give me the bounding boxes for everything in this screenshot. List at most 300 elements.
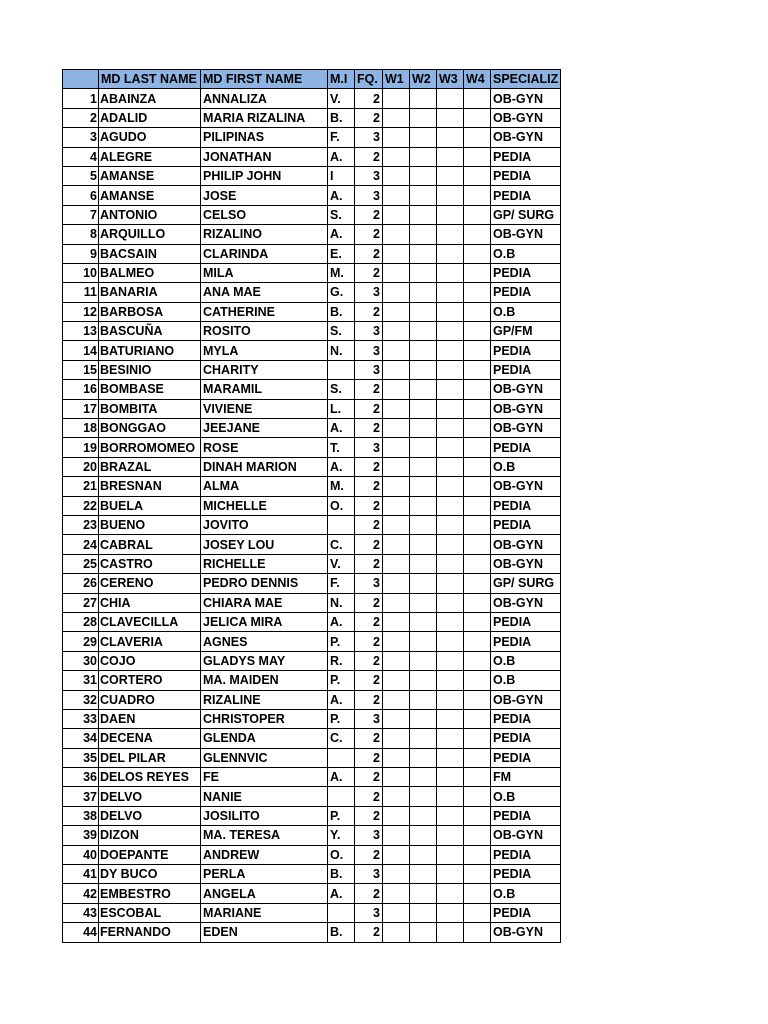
row-number: 23: [63, 515, 99, 534]
specialization-cell: PEDIA: [491, 612, 561, 631]
week-2-cell: [410, 923, 437, 942]
week-2-cell: [410, 302, 437, 321]
last-name-cell: BORROMOMEO: [99, 438, 201, 457]
table-row: [63, 477, 561, 496]
last-name-cell: BONGGAO: [99, 419, 201, 438]
week-1-cell: [383, 186, 410, 205]
row-number: 39: [63, 826, 99, 845]
table-body: [63, 89, 561, 942]
week-4-cell: [464, 632, 491, 651]
row-number: 33: [63, 709, 99, 728]
week-2-cell: [410, 263, 437, 282]
header-number: [63, 70, 99, 89]
row-number: 15: [63, 360, 99, 379]
week-3-cell: [437, 845, 464, 864]
header-week-1: W1: [383, 70, 410, 89]
week-3-cell: [437, 477, 464, 496]
row-number: 8: [63, 225, 99, 244]
first-name-cell: MARAMIL: [201, 380, 328, 399]
specialization-cell: GP/ SURG: [491, 574, 561, 593]
week-1-cell: [383, 263, 410, 282]
frequency-cell: 2: [355, 244, 383, 263]
table-row: [63, 263, 561, 282]
row-number: 38: [63, 806, 99, 825]
specialization-cell: O.B: [491, 884, 561, 903]
week-3-cell: [437, 380, 464, 399]
week-3-cell: [437, 612, 464, 631]
middle-initial-cell: B.: [328, 923, 355, 942]
frequency-cell: 2: [355, 108, 383, 127]
week-4-cell: [464, 438, 491, 457]
last-name-cell: BRAZAL: [99, 457, 201, 476]
row-number: 18: [63, 419, 99, 438]
middle-initial-cell: N.: [328, 341, 355, 360]
week-4-cell: [464, 341, 491, 360]
week-3-cell: [437, 419, 464, 438]
week-3-cell: [437, 903, 464, 922]
first-name-cell: CHIARA MAE: [201, 593, 328, 612]
week-2-cell: [410, 671, 437, 690]
specialization-cell: PEDIA: [491, 166, 561, 185]
table-row: [63, 341, 561, 360]
specialization-cell: O.B: [491, 457, 561, 476]
row-number: 32: [63, 690, 99, 709]
frequency-cell: 2: [355, 806, 383, 825]
table-row: [63, 787, 561, 806]
week-1-cell: [383, 438, 410, 457]
frequency-cell: 3: [355, 903, 383, 922]
week-3-cell: [437, 244, 464, 263]
week-2-cell: [410, 768, 437, 787]
table-row: [63, 205, 561, 224]
week-2-cell: [410, 360, 437, 379]
first-name-cell: ANGELA: [201, 884, 328, 903]
specialization-cell: OB-GYN: [491, 593, 561, 612]
week-4-cell: [464, 709, 491, 728]
frequency-cell: 2: [355, 89, 383, 108]
table-row: [63, 865, 561, 884]
week-3-cell: [437, 787, 464, 806]
week-4-cell: [464, 419, 491, 438]
week-2-cell: [410, 419, 437, 438]
table-row: [63, 438, 561, 457]
week-3-cell: [437, 322, 464, 341]
first-name-cell: ANDREW: [201, 845, 328, 864]
specialization-cell: O.B: [491, 244, 561, 263]
last-name-cell: BOMBITA: [99, 399, 201, 418]
header-row: [63, 70, 561, 89]
frequency-cell: 2: [355, 748, 383, 767]
row-number: 34: [63, 729, 99, 748]
week-1-cell: [383, 147, 410, 166]
middle-initial-cell: A.: [328, 419, 355, 438]
week-1-cell: [383, 865, 410, 884]
week-4-cell: [464, 884, 491, 903]
last-name-cell: ABAINZA: [99, 89, 201, 108]
week-4-cell: [464, 205, 491, 224]
table-row: [63, 748, 561, 767]
first-name-cell: GLENDA: [201, 729, 328, 748]
table-row: [63, 535, 561, 554]
row-number: 13: [63, 322, 99, 341]
first-name-cell: MARIANE: [201, 903, 328, 922]
week-2-cell: [410, 612, 437, 631]
frequency-cell: 2: [355, 729, 383, 748]
first-name-cell: EDEN: [201, 923, 328, 942]
frequency-cell: 2: [355, 651, 383, 670]
week-2-cell: [410, 515, 437, 534]
middle-initial-cell: A.: [328, 884, 355, 903]
row-number: 41: [63, 865, 99, 884]
last-name-cell: BACSAIN: [99, 244, 201, 263]
table-row: [63, 845, 561, 864]
week-2-cell: [410, 729, 437, 748]
frequency-cell: 2: [355, 884, 383, 903]
middle-initial-cell: P.: [328, 632, 355, 651]
specialization-cell: OB-GYN: [491, 419, 561, 438]
row-number: 16: [63, 380, 99, 399]
row-number: 36: [63, 768, 99, 787]
week-1-cell: [383, 806, 410, 825]
specialization-cell: GP/FM: [491, 322, 561, 341]
specialization-cell: OB-GYN: [491, 399, 561, 418]
first-name-cell: VIVIENE: [201, 399, 328, 418]
row-number: 4: [63, 147, 99, 166]
week-2-cell: [410, 554, 437, 573]
frequency-cell: 3: [355, 438, 383, 457]
week-2-cell: [410, 399, 437, 418]
frequency-cell: 2: [355, 496, 383, 515]
week-3-cell: [437, 225, 464, 244]
table-row: [63, 651, 561, 670]
week-2-cell: [410, 709, 437, 728]
week-4-cell: [464, 128, 491, 147]
week-1-cell: [383, 205, 410, 224]
week-1-cell: [383, 283, 410, 302]
middle-initial-cell: [328, 360, 355, 379]
specialization-cell: PEDIA: [491, 360, 561, 379]
week-2-cell: [410, 574, 437, 593]
frequency-cell: 2: [355, 612, 383, 631]
week-2-cell: [410, 341, 437, 360]
first-name-cell: FE: [201, 768, 328, 787]
table-row: [63, 496, 561, 515]
week-3-cell: [437, 399, 464, 418]
specialization-cell: FM: [491, 768, 561, 787]
week-3-cell: [437, 729, 464, 748]
specialization-cell: PEDIA: [491, 515, 561, 534]
week-1-cell: [383, 826, 410, 845]
week-2-cell: [410, 865, 437, 884]
week-1-cell: [383, 128, 410, 147]
frequency-cell: 2: [355, 535, 383, 554]
last-name-cell: DELVO: [99, 787, 201, 806]
last-name-cell: DY BUCO: [99, 865, 201, 884]
week-3-cell: [437, 128, 464, 147]
middle-initial-cell: F.: [328, 128, 355, 147]
frequency-cell: 2: [355, 457, 383, 476]
week-4-cell: [464, 322, 491, 341]
frequency-cell: 2: [355, 263, 383, 282]
specialization-cell: OB-GYN: [491, 535, 561, 554]
row-number: 21: [63, 477, 99, 496]
week-3-cell: [437, 806, 464, 825]
frequency-cell: 2: [355, 554, 383, 573]
week-3-cell: [437, 457, 464, 476]
specialization-cell: GP/ SURG: [491, 205, 561, 224]
middle-initial-cell: B.: [328, 865, 355, 884]
last-name-cell: ARQUILLO: [99, 225, 201, 244]
week-1-cell: [383, 244, 410, 263]
first-name-cell: MICHELLE: [201, 496, 328, 515]
week-2-cell: [410, 205, 437, 224]
week-3-cell: [437, 263, 464, 282]
header-middle-initial: M.I: [328, 70, 355, 89]
frequency-cell: 2: [355, 302, 383, 321]
table-row: [63, 690, 561, 709]
week-3-cell: [437, 341, 464, 360]
last-name-cell: BESINIO: [99, 360, 201, 379]
first-name-cell: MARIA RIZALINA: [201, 108, 328, 127]
first-name-cell: CELSO: [201, 205, 328, 224]
last-name-cell: BUELA: [99, 496, 201, 515]
specialization-cell: PEDIA: [491, 709, 561, 728]
week-3-cell: [437, 283, 464, 302]
row-number: 27: [63, 593, 99, 612]
specialization-cell: PEDIA: [491, 729, 561, 748]
week-4-cell: [464, 147, 491, 166]
middle-initial-cell: M.: [328, 477, 355, 496]
week-4-cell: [464, 535, 491, 554]
first-name-cell: CATHERINE: [201, 302, 328, 321]
specialization-cell: PEDIA: [491, 186, 561, 205]
row-number: 3: [63, 128, 99, 147]
middle-initial-cell: E.: [328, 244, 355, 263]
specialization-cell: OB-GYN: [491, 225, 561, 244]
specialization-cell: OB-GYN: [491, 380, 561, 399]
week-3-cell: [437, 574, 464, 593]
table-row: [63, 554, 561, 573]
week-2-cell: [410, 147, 437, 166]
week-3-cell: [437, 515, 464, 534]
week-2-cell: [410, 632, 437, 651]
week-4-cell: [464, 166, 491, 185]
week-4-cell: [464, 457, 491, 476]
table-row: [63, 128, 561, 147]
specialization-cell: O.B: [491, 302, 561, 321]
middle-initial-cell: A.: [328, 690, 355, 709]
week-3-cell: [437, 89, 464, 108]
row-number: 37: [63, 787, 99, 806]
middle-initial-cell: P.: [328, 806, 355, 825]
week-1-cell: [383, 729, 410, 748]
first-name-cell: PILIPINAS: [201, 128, 328, 147]
last-name-cell: ADALID: [99, 108, 201, 127]
specialization-cell: PEDIA: [491, 806, 561, 825]
first-name-cell: JOSILITO: [201, 806, 328, 825]
specialization-cell: OB-GYN: [491, 128, 561, 147]
first-name-cell: CLARINDA: [201, 244, 328, 263]
middle-initial-cell: A.: [328, 768, 355, 787]
table-row: [63, 923, 561, 942]
week-3-cell: [437, 535, 464, 554]
specialization-cell: OB-GYN: [491, 89, 561, 108]
week-3-cell: [437, 884, 464, 903]
table-row: [63, 399, 561, 418]
week-4-cell: [464, 671, 491, 690]
row-number: 11: [63, 283, 99, 302]
last-name-cell: BATURIANO: [99, 341, 201, 360]
middle-initial-cell: [328, 903, 355, 922]
week-3-cell: [437, 496, 464, 515]
specialization-cell: PEDIA: [491, 496, 561, 515]
last-name-cell: COJO: [99, 651, 201, 670]
week-4-cell: [464, 186, 491, 205]
middle-initial-cell: T.: [328, 438, 355, 457]
row-number: 17: [63, 399, 99, 418]
table-row: [63, 283, 561, 302]
last-name-cell: AMANSE: [99, 186, 201, 205]
week-2-cell: [410, 845, 437, 864]
last-name-cell: FERNANDO: [99, 923, 201, 942]
week-4-cell: [464, 903, 491, 922]
week-2-cell: [410, 651, 437, 670]
week-2-cell: [410, 380, 437, 399]
frequency-cell: 2: [355, 671, 383, 690]
week-1-cell: [383, 671, 410, 690]
frequency-cell: 3: [355, 341, 383, 360]
first-name-cell: PEDRO DENNIS: [201, 574, 328, 593]
row-number: 26: [63, 574, 99, 593]
middle-initial-cell: B.: [328, 108, 355, 127]
frequency-cell: 3: [355, 283, 383, 302]
table-row: [63, 166, 561, 185]
row-number: 20: [63, 457, 99, 476]
table-row: [63, 419, 561, 438]
last-name-cell: ALEGRE: [99, 147, 201, 166]
frequency-cell: 2: [355, 147, 383, 166]
first-name-cell: PHILIP JOHN: [201, 166, 328, 185]
week-2-cell: [410, 690, 437, 709]
week-3-cell: [437, 632, 464, 651]
first-name-cell: ALMA: [201, 477, 328, 496]
header-frequency: FQ.: [355, 70, 383, 89]
last-name-cell: DELVO: [99, 806, 201, 825]
row-number: 25: [63, 554, 99, 573]
first-name-cell: MA. MAIDEN: [201, 671, 328, 690]
week-1-cell: [383, 89, 410, 108]
week-4-cell: [464, 89, 491, 108]
last-name-cell: CASTRO: [99, 554, 201, 573]
middle-initial-cell: [328, 515, 355, 534]
row-number: 42: [63, 884, 99, 903]
week-2-cell: [410, 128, 437, 147]
week-1-cell: [383, 166, 410, 185]
frequency-cell: 2: [355, 205, 383, 224]
week-1-cell: [383, 477, 410, 496]
week-2-cell: [410, 322, 437, 341]
week-4-cell: [464, 399, 491, 418]
table-row: [63, 380, 561, 399]
table-row: [63, 768, 561, 787]
table-row: [63, 574, 561, 593]
table-row: [63, 108, 561, 127]
middle-initial-cell: S.: [328, 205, 355, 224]
frequency-cell: 3: [355, 128, 383, 147]
week-1-cell: [383, 768, 410, 787]
week-1-cell: [383, 787, 410, 806]
frequency-cell: 2: [355, 419, 383, 438]
last-name-cell: BUENO: [99, 515, 201, 534]
last-name-cell: BRESNAN: [99, 477, 201, 496]
week-3-cell: [437, 438, 464, 457]
week-2-cell: [410, 593, 437, 612]
last-name-cell: DIZON: [99, 826, 201, 845]
row-number: 14: [63, 341, 99, 360]
table-row: [63, 515, 561, 534]
week-2-cell: [410, 457, 437, 476]
table-row: [63, 729, 561, 748]
week-1-cell: [383, 690, 410, 709]
last-name-cell: CERENO: [99, 574, 201, 593]
middle-initial-cell: R.: [328, 651, 355, 670]
middle-initial-cell: [328, 787, 355, 806]
week-1-cell: [383, 496, 410, 515]
specialization-cell: PEDIA: [491, 283, 561, 302]
last-name-cell: CABRAL: [99, 535, 201, 554]
week-3-cell: [437, 671, 464, 690]
specialization-cell: OB-GYN: [491, 923, 561, 942]
middle-initial-cell: O.: [328, 496, 355, 515]
week-4-cell: [464, 729, 491, 748]
week-2-cell: [410, 186, 437, 205]
week-4-cell: [464, 263, 491, 282]
header-last-name: MD LAST NAME: [99, 70, 201, 89]
first-name-cell: MILA: [201, 263, 328, 282]
first-name-cell: JONATHAN: [201, 147, 328, 166]
week-2-cell: [410, 477, 437, 496]
first-name-cell: RICHELLE: [201, 554, 328, 573]
frequency-cell: 2: [355, 477, 383, 496]
specialization-cell: PEDIA: [491, 341, 561, 360]
week-1-cell: [383, 593, 410, 612]
week-4-cell: [464, 477, 491, 496]
table-row: [63, 826, 561, 845]
last-name-cell: EMBESTRO: [99, 884, 201, 903]
week-2-cell: [410, 89, 437, 108]
first-name-cell: ANNALIZA: [201, 89, 328, 108]
frequency-cell: 2: [355, 515, 383, 534]
week-1-cell: [383, 457, 410, 476]
header-week-3: W3: [437, 70, 464, 89]
header-first-name: MD FIRST NAME: [201, 70, 328, 89]
first-name-cell: ROSITO: [201, 322, 328, 341]
table-row: [63, 612, 561, 631]
first-name-cell: JEEJANE: [201, 419, 328, 438]
week-1-cell: [383, 709, 410, 728]
row-number: 43: [63, 903, 99, 922]
row-number: 1: [63, 89, 99, 108]
last-name-cell: ESCOBAL: [99, 903, 201, 922]
last-name-cell: BALMEO: [99, 263, 201, 282]
specialization-cell: PEDIA: [491, 748, 561, 767]
table-row: [63, 186, 561, 205]
header-week-2: W2: [410, 70, 437, 89]
week-3-cell: [437, 186, 464, 205]
middle-initial-cell: C.: [328, 729, 355, 748]
middle-initial-cell: S.: [328, 380, 355, 399]
week-1-cell: [383, 903, 410, 922]
